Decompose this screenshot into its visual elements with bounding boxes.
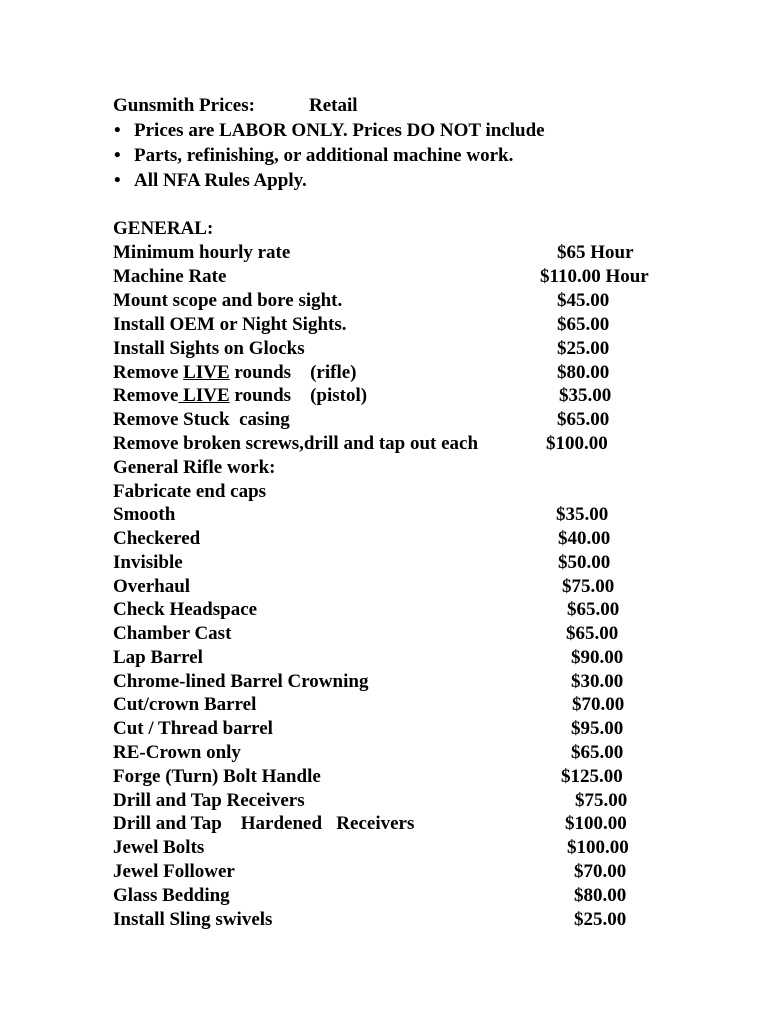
item-price: $35.00: [559, 385, 612, 406]
item-label: Invisible: [113, 552, 183, 573]
item-price: $30.00: [571, 671, 624, 692]
title-text: Gunsmith Prices:: [113, 95, 255, 116]
item-label: Checkered: [113, 528, 201, 549]
table-row: [113, 362, 356, 384]
table-row: [113, 385, 367, 407]
item-price: $25.00: [557, 338, 610, 359]
item-label: Chrome-lined Barrel Crowning: [113, 671, 369, 692]
item-price: $100.00: [567, 837, 629, 858]
item-label: Mount scope and bore sight.: [113, 290, 343, 311]
item-price: $65.00: [557, 409, 610, 430]
item-price: $40.00: [558, 528, 611, 549]
item-price: $75.00: [562, 576, 615, 597]
item-price: $45.00: [557, 290, 610, 311]
table-row: [113, 623, 231, 645]
item-price: $70.00: [572, 694, 625, 715]
note-item: [114, 170, 307, 192]
item-label: [113, 362, 356, 383]
item-price: $35.00: [556, 504, 609, 525]
item-label: Glass Bedding: [113, 885, 230, 906]
item-price: $65.00: [557, 314, 610, 335]
item-price: $65.00: [566, 623, 619, 644]
table-row: [113, 909, 272, 931]
item-price: $90.00: [571, 647, 624, 668]
item-price: $65.00: [567, 599, 620, 620]
table-row: [113, 742, 241, 764]
table-row: [113, 433, 478, 455]
item-label: RE-Crown only: [113, 742, 241, 763]
item-label: Machine Rate: [113, 266, 227, 287]
item-price: $50.00: [558, 552, 611, 573]
item-label: Forge (Turn) Bolt Handle: [113, 766, 321, 787]
item-price: $65.00: [571, 742, 624, 763]
item-label: Overhaul: [113, 576, 191, 597]
table-row: [113, 409, 290, 431]
item-label: Remove Stuck casing: [113, 409, 290, 430]
section-title: GENERAL:: [113, 218, 214, 239]
table-row: [113, 861, 235, 883]
item-label: General Rifle work:: [113, 457, 276, 478]
table-row: [113, 671, 368, 693]
table-row: [113, 242, 290, 264]
item-price: $125.00: [561, 766, 623, 787]
item-label-part: Remove: [113, 362, 184, 383]
item-label-part: Remove: [113, 385, 179, 406]
item-price: $100.00: [546, 433, 608, 454]
item-label-part: rounds (pistol): [229, 385, 368, 406]
item-label: Jewel Follower: [113, 861, 235, 882]
note-text: All NFA Rules Apply.: [134, 170, 307, 191]
item-label: Jewel Bolts: [113, 837, 205, 858]
table-row: [113, 314, 347, 336]
item-label: Cut/crown Barrel: [113, 694, 257, 715]
table-row: [113, 885, 230, 907]
bullet-icon: •: [114, 145, 121, 166]
subtitle-text: Retail: [309, 95, 358, 116]
item-label: [113, 385, 367, 406]
item-label: Minimum hourly rate: [113, 242, 291, 263]
item-price: $65 Hour: [557, 242, 634, 263]
table-row: [113, 694, 256, 716]
table-row: [113, 766, 321, 788]
item-price: $25.00: [574, 909, 627, 930]
table-row: [113, 647, 203, 669]
page-title: [113, 95, 358, 117]
table-row: [113, 837, 204, 859]
item-price: $95.00: [571, 718, 624, 739]
table-row: [113, 528, 200, 550]
item-price: $80.00: [574, 885, 627, 906]
bullet-icon: •: [114, 170, 121, 191]
item-price: $110.00 Hour: [540, 266, 649, 287]
item-label-underlined: LIVE: [178, 385, 230, 406]
note-text: Prices are LABOR ONLY. Prices DO NOT include: [134, 120, 545, 141]
item-label: Drill and Tap Hardened Receivers: [113, 813, 415, 834]
bullet-icon: •: [114, 120, 121, 141]
item-label-part: rounds (rifle): [229, 362, 357, 383]
table-row: [113, 481, 266, 503]
item-label: Chamber Cast: [113, 623, 232, 644]
table-row: [113, 790, 305, 812]
table-row: [113, 552, 183, 574]
note-text: Parts, refinishing, or additional machine work.: [134, 145, 514, 166]
table-row: [113, 813, 414, 835]
item-label: Remove broken screws,drill and tap out each: [113, 433, 479, 454]
table-row: [113, 576, 190, 598]
item-price: $80.00: [557, 362, 610, 383]
table-row: [113, 718, 273, 740]
item-price: $75.00: [575, 790, 628, 811]
table-row: [113, 338, 305, 360]
item-label: Install Sling swivels: [113, 909, 273, 930]
item-label: Install Sights on Glocks: [113, 338, 305, 359]
item-label: Smooth: [113, 504, 176, 525]
item-label: Fabricate end caps: [113, 481, 267, 502]
item-label: Cut / Thread barrel: [113, 718, 273, 739]
item-label: Check Headspace: [113, 599, 258, 620]
table-row: [113, 457, 276, 479]
table-row: [113, 290, 342, 312]
item-price: $100.00: [565, 813, 627, 834]
table-row: [113, 504, 175, 526]
table-row: [113, 599, 257, 621]
item-price: $70.00: [574, 861, 627, 882]
item-label: Drill and Tap Receivers: [113, 790, 305, 811]
table-row: [113, 266, 226, 288]
item-label-underlined: LIVE: [183, 362, 230, 383]
item-label: Lap Barrel: [113, 647, 203, 668]
item-label: Install OEM or Night Sights.: [113, 314, 347, 335]
note-item: [114, 145, 514, 167]
note-item: [114, 120, 545, 142]
